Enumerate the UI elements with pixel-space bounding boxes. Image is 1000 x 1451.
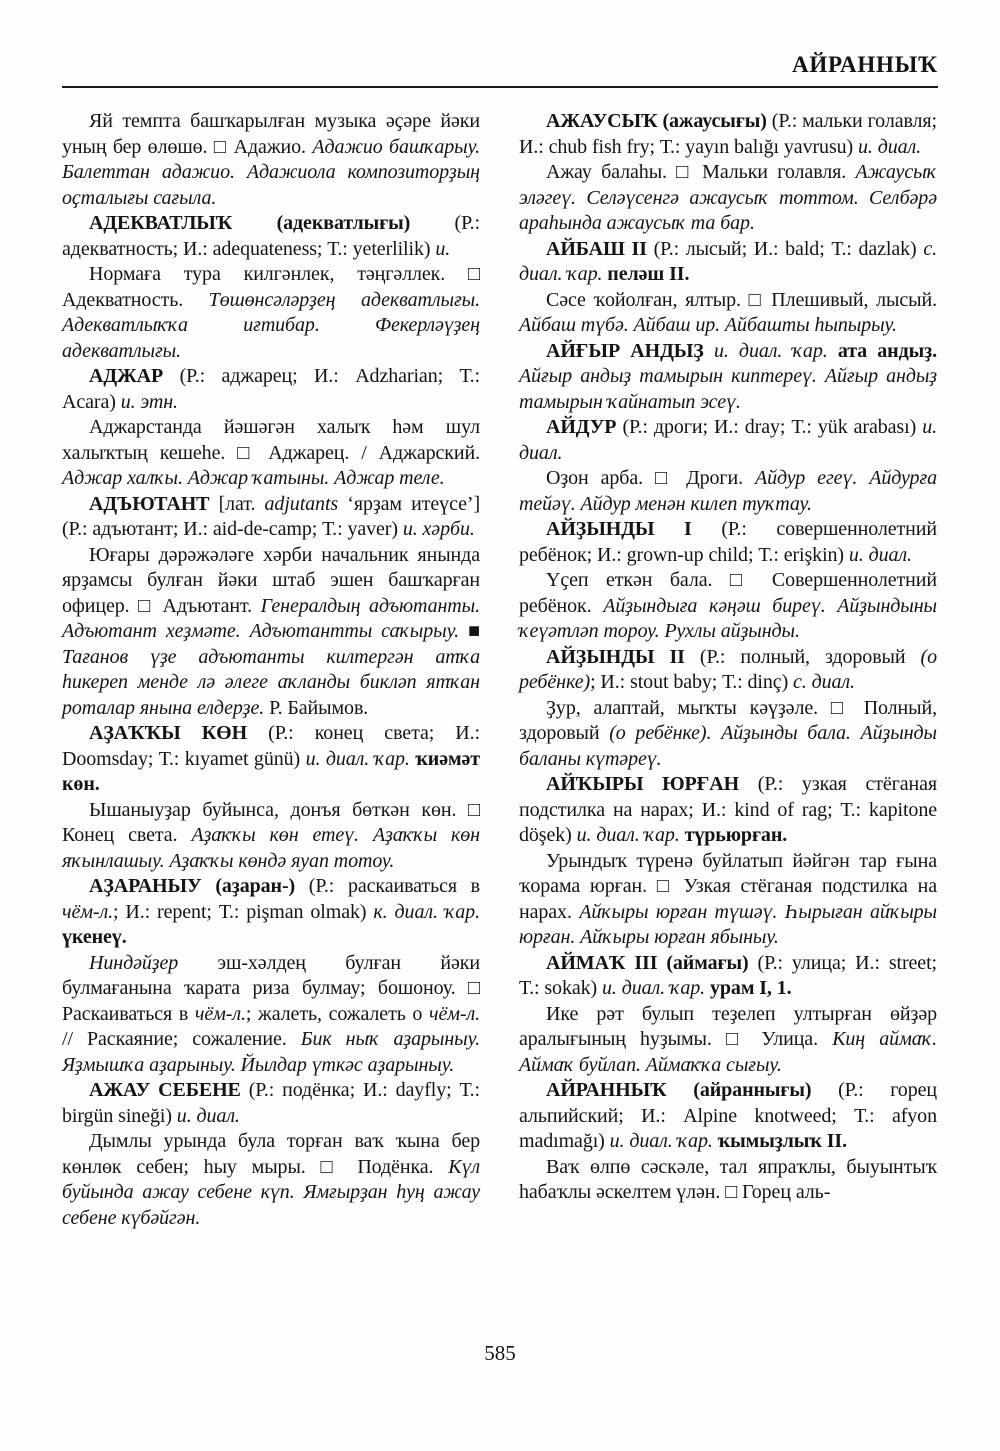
headword-or-cross-reference: АДЪЮТАНТ	[89, 492, 219, 515]
headword-or-cross-reference: үкенеү.	[62, 926, 127, 949]
dictionary-paragraph	[519, 1002, 937, 1079]
dictionary-paragraph	[519, 568, 937, 645]
italic-text-run: Тағанов үҙе адъютанты килтергән атҡа һикереп менде лә әлеге аҡланды бикләп ятҡан роталар янына елдерҙе.	[62, 645, 480, 719]
headword-or-cross-reference: АЙДУР	[546, 416, 623, 439]
italic-text-run: Генералдың адъютанты. Адъютант хеҙмәте. Адъютантты саҡырыу.	[62, 594, 480, 643]
italic-text-run: Адажио башҡарыу. Балеттан адажио. Адажиола композиторҙың оҫталығы сағыла.	[62, 135, 480, 209]
text-columns	[62, 109, 938, 1231]
text-run: (Р.: дроги; И.: dray; Т.: yük arabası)	[622, 416, 923, 439]
headword-or-cross-reference: пеләш II.	[607, 263, 690, 286]
dictionary-paragraph	[62, 1078, 480, 1129]
italic-text-run: Күл буйында ажау себене күп. Ямғырҙан һуң ажау себене күбәйгән.	[62, 1155, 480, 1229]
dictionary-paragraph	[519, 339, 937, 416]
italic-text-run: Төшөнсәләрҙең адекватлығы. Адекватлыҡҡа иғтибар. Фекерләүҙең адекватлығы.	[62, 288, 480, 362]
headword-or-cross-reference: ҡиәмәт көн.	[62, 747, 480, 796]
dictionary-paragraph	[62, 721, 480, 798]
text-run: Үҫеп еткән бала. □ Совершеннолетний ребёнок.	[519, 569, 937, 617]
headword-or-cross-reference: АЖАУСЫҠ (ажаусығы)	[546, 110, 772, 133]
dictionary-paragraph	[519, 415, 937, 466]
italic-text-run: и. хәрби.	[402, 518, 475, 541]
headword-or-cross-reference: АЙМАҠ III (аймағы)	[546, 951, 758, 974]
right-column	[519, 109, 937, 1231]
italic-text-run: Аджар халҡы. Аджар ҡатыны. Аджар теле.	[62, 467, 445, 490]
italic-text-run: с. диал.	[793, 671, 855, 694]
headword-or-cross-reference: АЖАУ СЕБЕНЕ	[89, 1079, 249, 1102]
italic-text-run: Айбаш түбә. Айбаш ир. Айбашты һыпырыу.	[519, 314, 897, 337]
italic-text-run: и. диал.	[519, 416, 937, 464]
text-run: (Р.: конец света; И.: Doomsday; Т.: kıyamet günü)	[62, 722, 480, 770]
text-run: Ике рәт булып теҙелеп ултырған өйҙәр аралығының һуҙымы. □ Улица.	[519, 1002, 937, 1051]
dictionary-paragraph	[62, 211, 480, 262]
italic-text-run: и. диал.	[848, 543, 912, 566]
text-run: Нормаға тура килгәнлек, тәңгәллек. □ Адекватность.	[62, 263, 480, 311]
text-run: (Р.: совершеннолетний ребёнок; И.: grown-up child; Т.: erişkin)	[519, 518, 937, 566]
text-run: Ажау балаһы. □ Мальки голавля.	[546, 161, 856, 184]
text-run: Урындыҡ түренә буйлатып йәйгән тар ғына ҡорама юрған. □ Узкая стёганая подстилка на нарах.	[519, 849, 937, 923]
text-run: Юғары дәрәжәләге хәрби начальник янында ярҙамсы булған йәки штаб эшен башҡарған офицер. □ Адъютант.	[62, 543, 480, 617]
headword-or-cross-reference: түрьюрған.	[684, 824, 788, 847]
headword-or-cross-reference: АЙҘЫНДЫ I	[546, 518, 722, 541]
italic-text-run: и.	[435, 237, 451, 260]
left-column	[62, 109, 480, 1231]
dictionary-page	[62, 52, 938, 1231]
dictionary-paragraph	[62, 492, 480, 543]
italic-text-run: adjutants	[264, 492, 348, 515]
text-run: Р. Байымов.	[269, 696, 369, 719]
dictionary-paragraph	[519, 951, 937, 1002]
italic-text-run: Айҙындыға кәңәш биреү. Айҙындыны ҡеүәтләп тороу. Рухлы айҙынды.	[519, 594, 937, 643]
italic-text-run: чём-л.	[62, 900, 113, 923]
dictionary-paragraph	[519, 517, 937, 568]
running-head: АЙРАННЫҠ	[791, 52, 938, 77]
italic-text-run: Айдур егеү. Айдурға тейәү. Айдур менән килеп туҡтау.	[519, 467, 938, 515]
text-run: (Р.: мальки голавля; И.: chub fish fry; Т.: yayın balığı yavrusu)	[519, 110, 937, 158]
dictionary-paragraph	[519, 109, 937, 160]
text-run: (Р.: горец альпийский; И.: Alpine knotweed; Т.: afyon madımağı)	[519, 1079, 937, 1153]
italic-text-run: и. диал.	[858, 135, 922, 158]
dictionary-paragraph	[519, 466, 937, 517]
text-run: Аджарстанда йәшәгән халыҡ һәм шул халыҡтың кешеһе. □ Аджарец. / Аджарский.	[62, 416, 480, 464]
italic-text-run: и. диал. ҡар.	[713, 339, 838, 362]
dictionary-paragraph	[62, 364, 480, 415]
italic-text-run: и. диал. ҡар.	[305, 747, 416, 770]
text-run: ; жалеть, сожалеть о	[245, 1002, 430, 1025]
italic-text-run: с. диал. ҡар.	[519, 237, 937, 286]
text-run: ; И.: stout baby; Т.: dinç)	[590, 671, 794, 694]
text-run: (Р.: полный, здоровый	[699, 645, 921, 668]
text-run: (Р.: подёнка; И.: dayfly; Т.: birgün sineği)	[62, 1079, 480, 1127]
dictionary-paragraph	[62, 874, 480, 951]
italic-text-run: Киң аймаҡ. Аймаҡ буйлап. Аймаҡҡа сығыу.	[519, 1028, 937, 1076]
dictionary-paragraph	[519, 160, 937, 237]
italic-text-run: Ниндәйҙер	[89, 951, 218, 974]
headword-or-cross-reference: ата андыҙ.	[837, 339, 937, 362]
dictionary-paragraph	[62, 951, 480, 1079]
headword-or-cross-reference: ҡымыҙлыҡ II.	[717, 1130, 847, 1153]
headword-or-cross-reference: АЙБАШ II	[546, 237, 654, 260]
italic-text-run: и. диал.	[176, 1104, 240, 1127]
text-run: (Р.: узкая стёганая подстилка на нарах; И.: kind of rag; Т.: kapitone döşek)	[519, 773, 938, 847]
text-run: ‘ярҙам итеүсе’] (Р.: адъютант; И.: aid-de-camp; Т.: yaver)	[62, 492, 480, 541]
text-run: ■	[468, 620, 480, 643]
text-run: Ышаныуҙар буйынса, донъя бөткән көн. □ Конец света.	[62, 798, 480, 847]
dictionary-paragraph	[519, 772, 937, 849]
text-run: Ҙур, алаптай, мыҡты кәүҙәле. □ Полный, здоровый	[519, 696, 937, 745]
text-run: Сәсе ҡойолған, ялтыр. □ Плешивый, лысый.	[546, 288, 937, 311]
text-run: (Р.: аджарец; И.: Adzharian; Т.: Acara)	[62, 365, 480, 413]
text-run: Яй темпта башҡарылған музыка әҫәре йәки уның бер өлөшө. □ Адажио.	[62, 110, 480, 158]
text-run: (Р.: улица; И.: street; Т.: sokak)	[519, 951, 937, 1000]
headword-or-cross-reference: АДЖАР	[89, 365, 180, 388]
italic-text-run: (о ребёнке). Айҙынды бала. Айҙынды баланы күтәреү.	[519, 722, 937, 770]
text-run: // Раскаяние; сожаление.	[62, 1028, 301, 1051]
headword-or-cross-reference: АҘАРАНЫУ (аҙаран-)	[89, 875, 309, 898]
text-run: (Р.: раскаиваться в	[308, 875, 481, 898]
italic-text-run: Айғыр андыҙ тамырын киптереү. Айғыр андыҙ тамырын ҡайнатып эсеү.	[519, 365, 937, 413]
italic-text-run: (о ребёнке)	[519, 645, 937, 694]
headword-or-cross-reference: АЙҠЫРЫ ЮРҒАН	[546, 773, 758, 796]
text-run: эш-хәлдең булған йәки булмағанына ҡарата риза булмау; бошоноу. □ Раскаиваться в	[62, 951, 480, 1025]
dictionary-paragraph	[62, 415, 480, 492]
page-number: 585	[484, 1341, 516, 1365]
dictionary-paragraph	[519, 1078, 937, 1155]
headword-or-cross-reference: АДЕКВАТЛЫҠ (адекватлығы)	[89, 212, 455, 235]
headword-or-cross-reference: АЙҘЫНДЫ II	[546, 645, 700, 668]
dictionary-paragraph	[519, 696, 937, 773]
headword-or-cross-reference: АЙҒЫР АНДЫҘ	[546, 339, 714, 362]
dictionary-paragraph	[62, 798, 480, 875]
text-run: (Р.: адекватность; И.: adequateness; Т.: yeterlilik)	[62, 212, 480, 260]
italic-text-run: к. диал. ҡар.	[373, 900, 480, 923]
italic-text-run: и. диал. ҡар.	[609, 1130, 718, 1153]
header-rule	[62, 86, 938, 88]
italic-text-run: Айҡыры юрған түшәү. Һырыған айҡыры юрған. Айҡыры юрған ябыныу.	[519, 900, 937, 949]
italic-text-run: Ажаусыҡ эләгеү. Селәүсенгә ажаусыҡ тоттом. Селбәрә араһында ажаусыҡ та бар.	[519, 161, 937, 235]
italic-text-run: и. диал. ҡар.	[576, 824, 685, 847]
dictionary-paragraph	[62, 109, 480, 211]
dictionary-paragraph	[519, 288, 937, 339]
text-run: Оҙон арба. □ Дроги.	[546, 467, 756, 490]
headword-or-cross-reference: АҘАҠҠЫ КӨН	[89, 722, 269, 745]
headword-or-cross-reference: АЙРАННЫҠ (айраннығы)	[546, 1079, 839, 1102]
dictionary-paragraph	[62, 262, 480, 364]
text-run: [лат.	[218, 492, 265, 515]
italic-text-run: Бик ныҡ аҙарыныу. Яҙмышҡа аҙарыныу. Йылдар үткәс аҙарыныу.	[62, 1028, 480, 1076]
dictionary-paragraph	[519, 1155, 937, 1206]
text-run: Ваҡ өлпө сәскәле, тал япраҡлы, быуынтыҡ һабаҡлы әскелтем үлән. □ Горец аль-	[519, 1155, 937, 1204]
dictionary-paragraph	[62, 543, 480, 722]
italic-text-run: чём-л.	[194, 1002, 246, 1025]
dictionary-paragraph	[62, 1129, 480, 1231]
headword-or-cross-reference: урам I, 1.	[710, 977, 792, 1000]
italic-text-run: и. диал. ҡар.	[602, 977, 710, 1000]
italic-text-run: чём-л.	[429, 1002, 480, 1025]
dictionary-paragraph	[519, 237, 937, 288]
dictionary-paragraph	[519, 849, 937, 951]
text-run: (Р.: лысый; И.: bald; Т.: dazlak)	[653, 237, 924, 260]
text-run: ; И.: repent; Т.: pişman olmak)	[112, 900, 374, 923]
italic-text-run: Аҙаҡҡы көн етеү. Аҙаҡҡы көн яҡынлашыу. Аҙаҡҡы көндә яуап тотоу.	[62, 824, 480, 872]
italic-text-run: и. этн.	[120, 390, 178, 413]
dictionary-paragraph	[519, 645, 937, 696]
text-run: Дымлы урында була торған ваҡ ҡына бер көнлөк себен; һыу мыры. □ Подёнка.	[62, 1130, 480, 1178]
